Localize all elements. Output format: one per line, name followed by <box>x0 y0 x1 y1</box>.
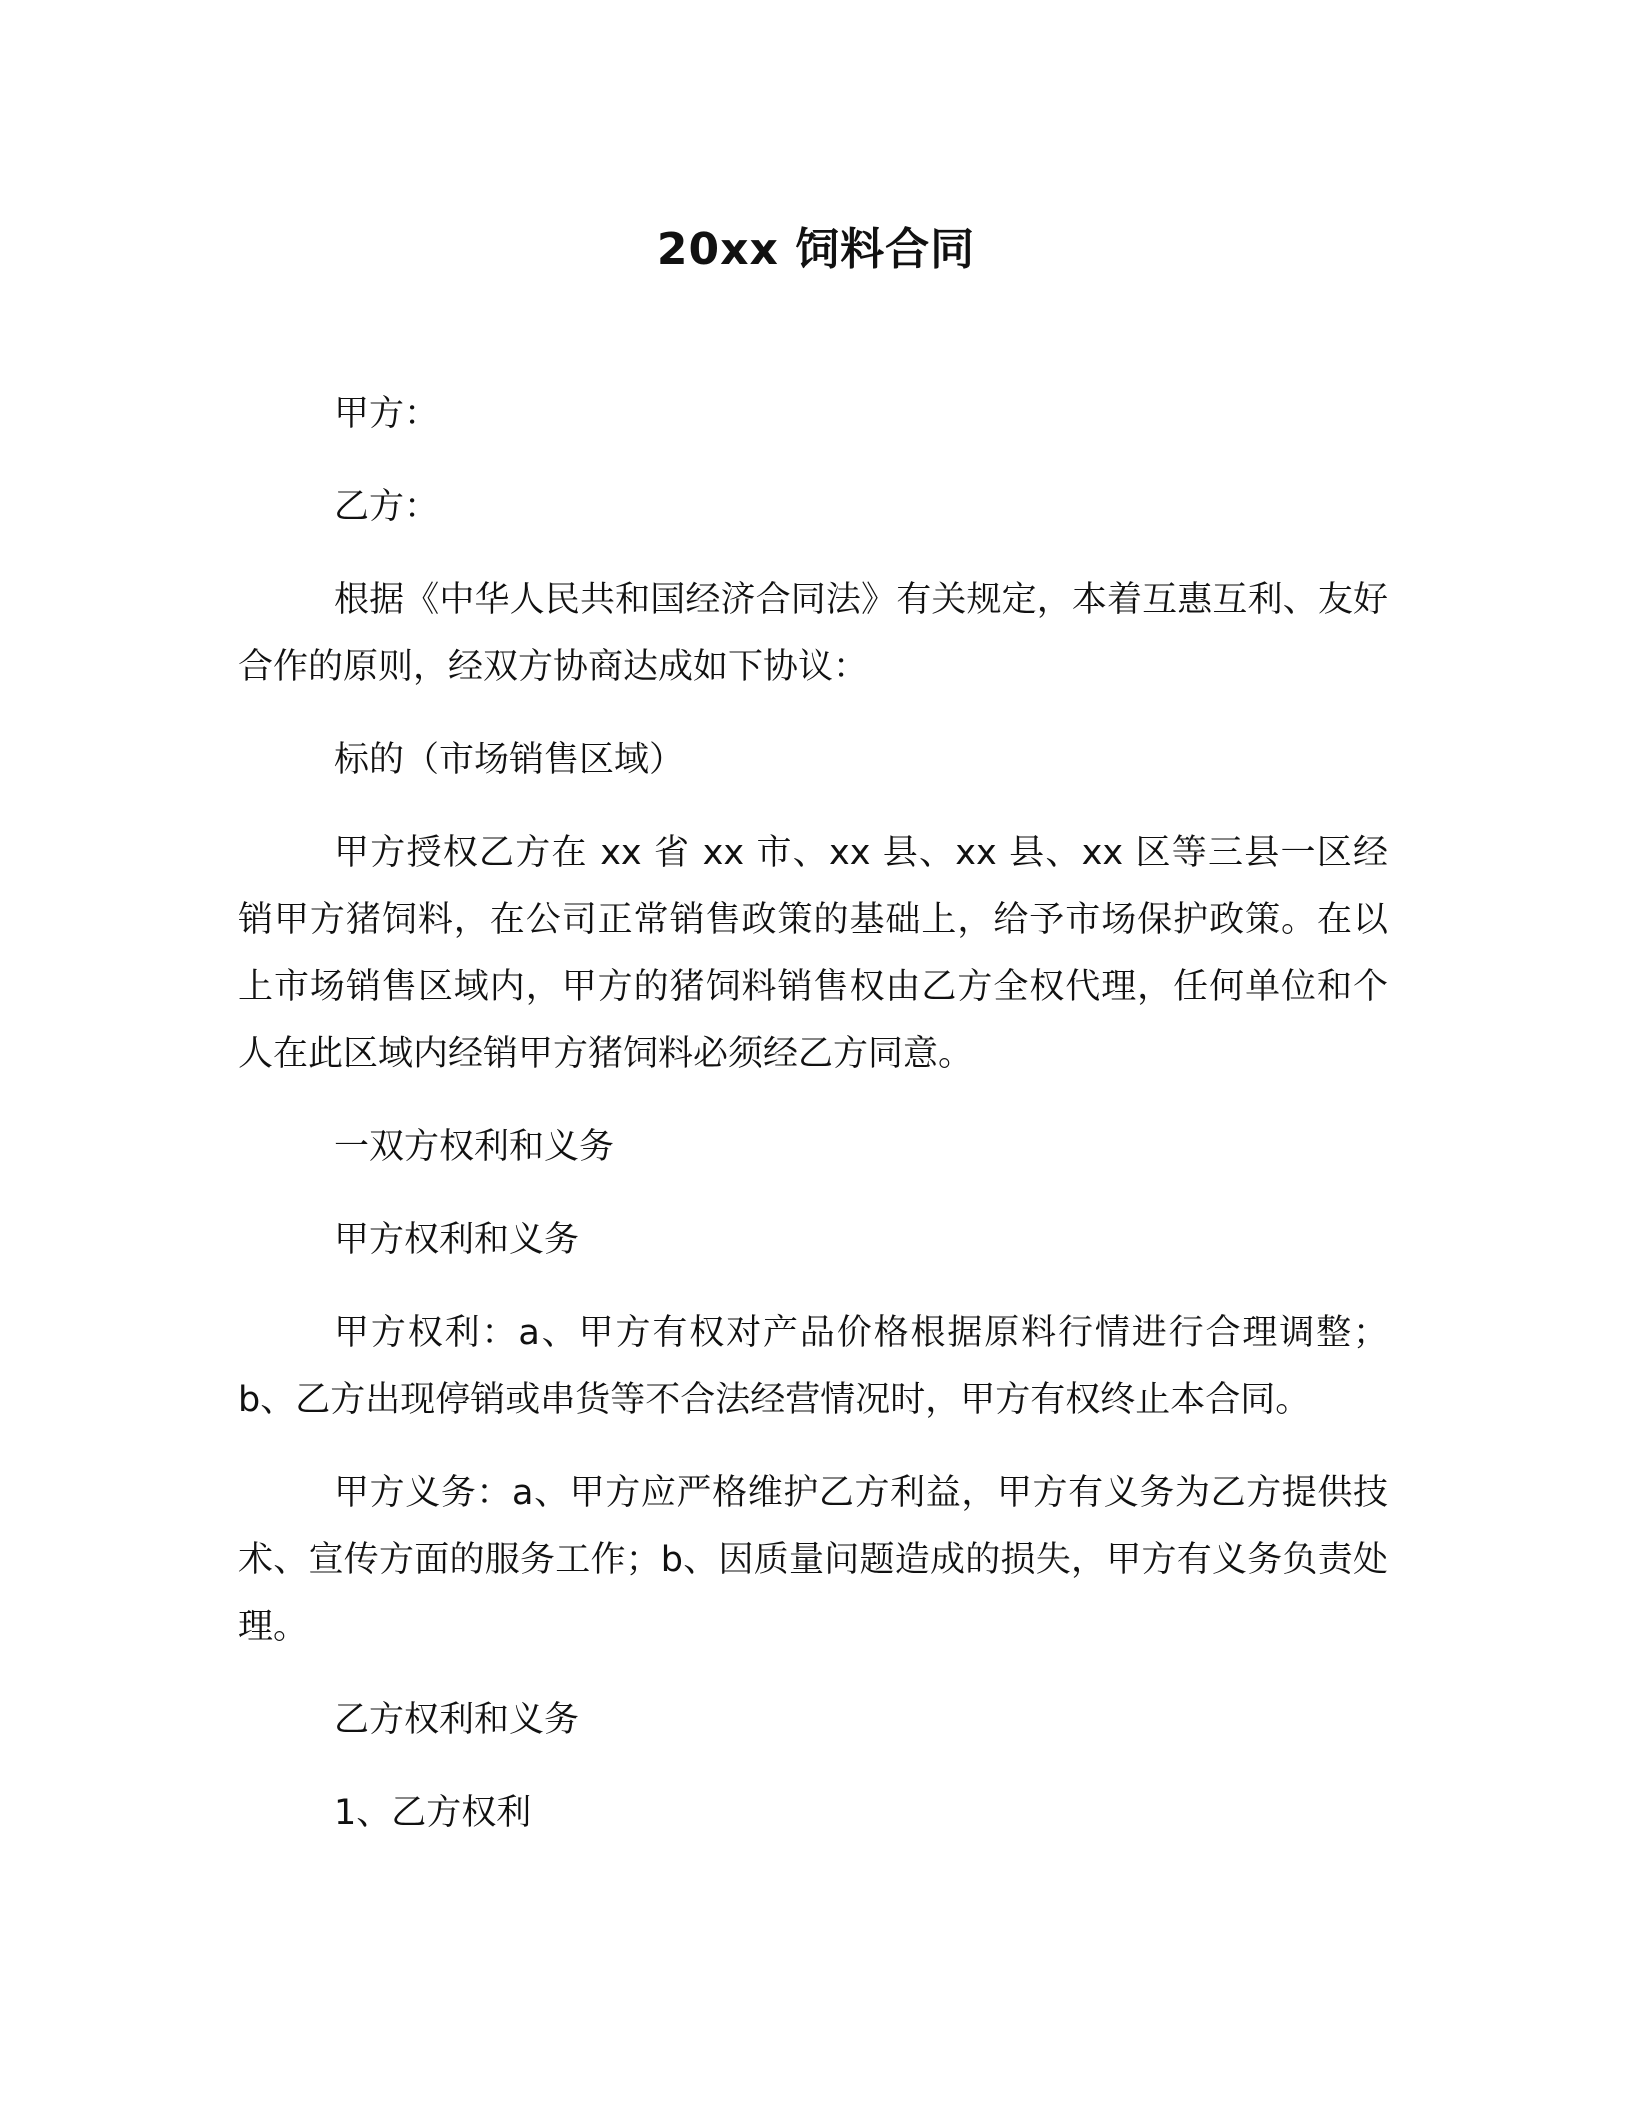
party-b-line: 乙方： <box>334 487 440 527</box>
document-title: 20xx 饲料合同 <box>656 224 976 275</box>
subheading-party-b: 乙方权利和义务 <box>334 1700 580 1740</box>
document-body <box>238 381 1388 1847</box>
section-heading-subject: 标的（市场销售区域） <box>334 740 685 780</box>
preamble-paragraph: 根据《中华人民共和国经济合同法》有关规定，本着互惠互利、友好合作的原则，经双方协商达成如下协议： <box>238 580 1388 687</box>
subheading-party-a: 甲方权利和义务 <box>334 1220 580 1260</box>
party-b-rights-heading: 1、乙方权利 <box>334 1793 532 1833</box>
subject-paragraph: 甲方授权乙方在 xx 省 xx 市、xx 县、xx 县、xx 区等三县一区经销甲方猪饲料，在公司正常销售政策的基础上，给予市场保护政策。在以上市场销售区域内，甲方的猪饲料销售权由乙方全权代理，任何单位和个人在此区域内经销甲方猪饲料必须经乙方同意。 <box>238 833 1388 1074</box>
party-a-line: 甲方： <box>334 394 440 434</box>
section-heading-rights-obligations: 一双方权利和义务 <box>334 1127 615 1167</box>
party-a-obligations-paragraph: 甲方义务：a、甲方应严格维护乙方利益，甲方有义务为乙方提供技术、宣传方面的服务工作；b、因质量问题造成的损失，甲方有义务负责处理。 <box>238 1473 1388 1647</box>
party-a-rights-paragraph: 甲方权利：a、甲方有权对产品价格根据原料行情进行合理调整；b、乙方出现停销或串货等不合法经营情况时，甲方有权终止本合同。 <box>238 1313 1388 1420</box>
